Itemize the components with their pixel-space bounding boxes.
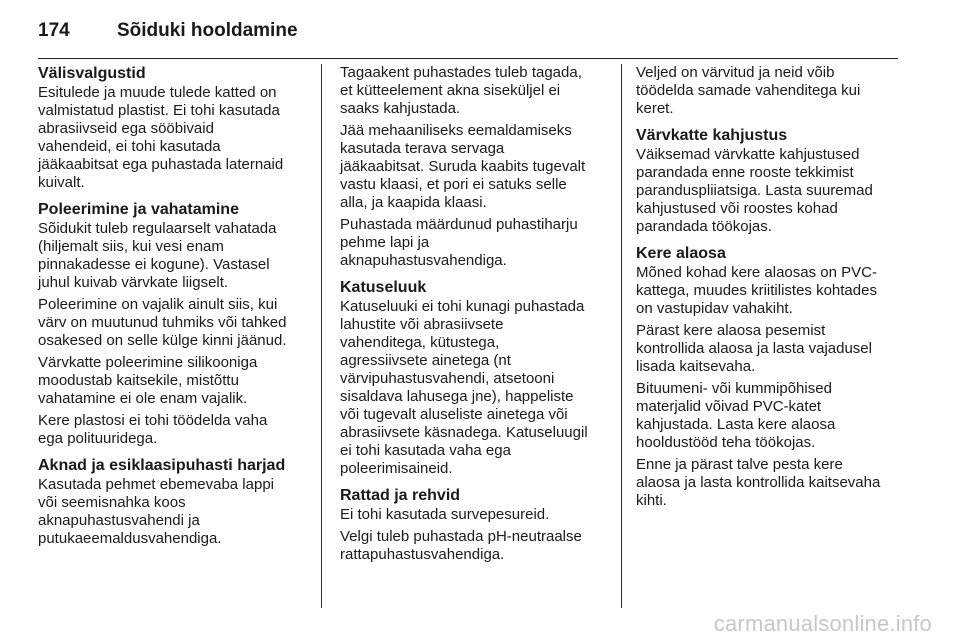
page-number: 174 [38,20,70,41]
section-heading: Rattad ja rehvid [340,487,461,504]
body-paragraph: Kere plastosi ei tohi töödelda vaha ega polituuridega. [38,412,268,447]
text-column-1 [38,64,314,552]
body-paragraph: Poleerimine on vajalik ainult siis, kui värv on muutunud tuhmiks või tahked osakesed on selle külge kinni jäänud. [38,296,287,349]
column-divider [621,64,622,608]
text-column-3 [636,64,904,514]
body-paragraph: Väiksemad värvkatte kahjustused parandada enne rooste tekkimist paranduspliiatsiga. Lasta suuremad kahjustused või roostes kohad parandada töökojas. [636,146,873,235]
body-paragraph: Puhastada määrdunud puhastiharju pehme lapi ja aknapuhastusvahendiga. [340,216,578,269]
body-paragraph: Enne ja pärast talve pesta kere alaosa ja lasta kontrollida kaitsevaha kihti. [636,456,881,509]
column-divider [321,64,322,608]
body-paragraph: Tagaakent puhastades tuleb tagada, et kütteelement akna siseküljel ei saaks kahjustada. [340,64,582,117]
body-paragraph: Katuseluuki ei tohi kunagi puhastada lahustite või abrasiivsete vahenditega, kütustega, agressiivsete ainetega (nt värvipuhastusvahendi, atsetooni sisaldava lahusega jne), happeliste või tugevalt aluseliste ainetega või abrasiivsete käsnadega. Katuseluugil ei tohi kasutada vaha ega poleerimisaineid. [340,298,588,477]
header-rule [38,58,898,59]
body-paragraph: Esitulede ja muude tulede katted on valmistatud plastist. Ei tohi kasutada abrasiivseid ega sööbivaid vahendeid, ei tohi kasutada jääkaabitsat ega puhastada laternaid kuivalt. [38,84,284,191]
watermark: carmanualsonline.info [713,611,932,636]
body-paragraph: Ei tohi kasutada survepesureid. [340,506,550,523]
body-paragraph: Veljed on värvitud ja neid võib töödelda samade vahenditega kui keret. [636,64,861,117]
section-heading: Välisvalgustid [38,65,146,82]
section-heading: Katuseluuk [340,279,427,296]
body-paragraph: Bituumeni- või kummipõhised materjalid võivad PVC-katet kahjustada. Lasta kere alaosa hooldustööd teha töökojas. [636,380,836,451]
text-column-2 [340,64,606,568]
section-heading: Poleerimine ja vahatamine [38,201,239,218]
body-paragraph: Pärast kere alaosa pesemist kontrollida alaosa ja lasta vajadusel lisada kaitsevaha. [636,322,872,375]
section-heading: Aknad ja esiklaasipuhasti harjad [38,457,286,474]
body-paragraph: Velgi tuleb puhastada pH-neutraalse rattapuhastusvahendiga. [340,528,582,563]
body-paragraph: Värvkatte poleerimine silikooniga moodustab kaitsekile, mistõttu vahatamine ei ole enam vajalik. [38,354,258,407]
section-heading: Värvkatte kahjustus [636,127,788,144]
body-paragraph: Sõidukit tuleb regulaarselt vahatada (hiljemalt siis, kui vesi enam pinnakadesse ei kogune). Vastasel juhul kuivab värvkate liigselt. [38,220,277,291]
body-paragraph: Mõned kohad kere alaosas on PVC- kattega, muudes kriitilistes kohtades on vastupidav vahakiht. [636,264,877,317]
body-paragraph: Kasutada pehmet ebemevaba lappi või seemisnahka koos aknapuhastusvahendi ja putukaeemaldusvahendiga. [38,476,275,547]
page-title: Sõiduki hooldamine [117,20,298,41]
section-heading: Kere alaosa [636,245,726,262]
body-paragraph: Jää mehaaniliseks eemaldamiseks kasutada terava servaga jääkaabitsat. Suruda kaabits tugevalt vastu klaasi, et pori ei satuks selle alla, ja kaapida klaasi. [340,122,586,211]
